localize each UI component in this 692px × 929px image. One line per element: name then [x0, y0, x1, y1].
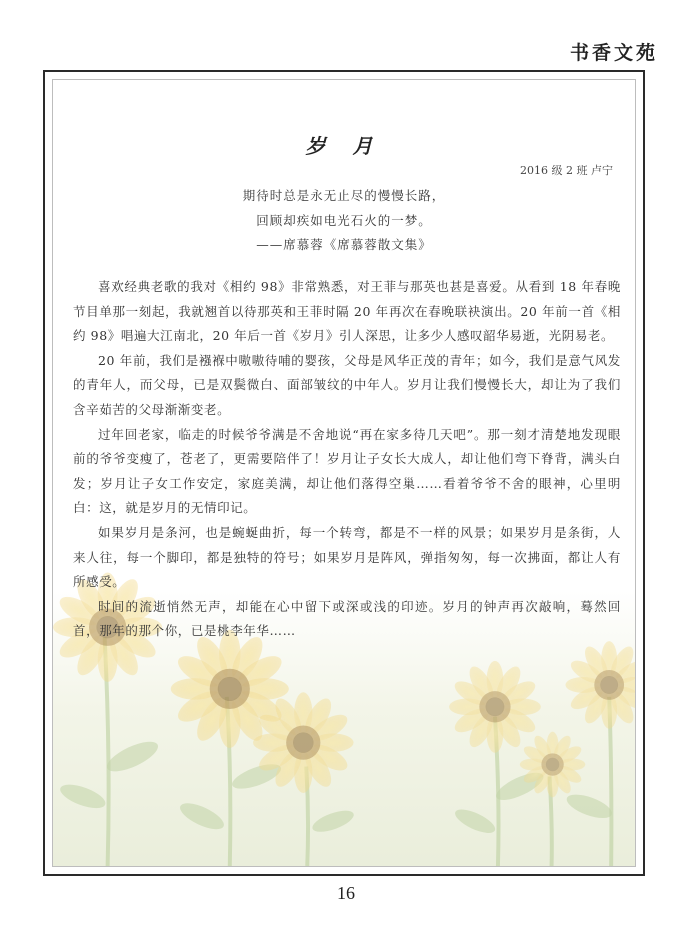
paragraph: 时间的流逝悄然无声，却能在心中留下或深或浅的印迹。岁月的钟声再次敲响，蓦然回首，那年的那个你，已是桃李年华……	[73, 598, 621, 639]
epigraph-line: 回顾却疾如电光石火的一梦。	[256, 212, 432, 228]
paragraph: 过年回老家，临走的时候爷爷满是不舍地说“再在家多待几天吧”。那一刻才清楚地发现眼前的爷爷变瘦了，苍老了，更需要陪伴了！岁月让子女长大成人，却让他们弯下脊背，满头白发；岁月让子女工作安定，家庭美满，却让他们落得空巢……看着爷爷不舍的眼神，心里明白：这，就是岁月的无情印记。	[73, 426, 621, 516]
epigraph	[53, 184, 635, 258]
article-title: 岁 月	[305, 134, 383, 158]
page-number: 16	[337, 883, 355, 903]
paragraph: 如果岁月是条河，也是蜿蜒曲折，每一个转弯，都是不一样的风景；如果岁月是条街，人来人往，每一个脚印，都是独特的符号；如果岁月是阵风，弹指匆匆，每一次拂面，都让人有所感受。	[73, 524, 621, 590]
page-frame	[43, 70, 645, 876]
paragraph: 喜欢经典老歌的我对《相约 98》非常熟悉，对王菲与那英也甚是喜爱。从看到 18 年春晚节目单那一刻起，我就翘首以待那英和王菲时隔 20 年再次在春晚联袂演出。20 年前一首《相约 98》唱遍大江南北，20 年后一首《岁月》引人深思，让多少人感叹韶华易逝，光阴易老。	[73, 279, 621, 344]
page-inner-border	[52, 79, 636, 867]
paragraph: 20 年前，我们是襁褓中嗷嗷待哺的婴孩，父母是风华正茂的青年；如今，我们是意气风发的青年人，而父母，已是双鬓微白、面部皱纹的中年人。岁月让我们慢慢长大，却让为了我们含辛茹苦的父母渐渐变老。	[73, 352, 621, 417]
author-byline: 2016 级 2 班 卢宁	[520, 164, 613, 177]
epigraph-attribution: ——席慕蓉《席慕蓉散文集》	[256, 237, 432, 252]
section-title: 书香文苑	[569, 42, 658, 64]
epigraph-line: 期待时总是永无止尽的慢慢长路，	[242, 188, 446, 203]
article-body	[73, 275, 621, 644]
